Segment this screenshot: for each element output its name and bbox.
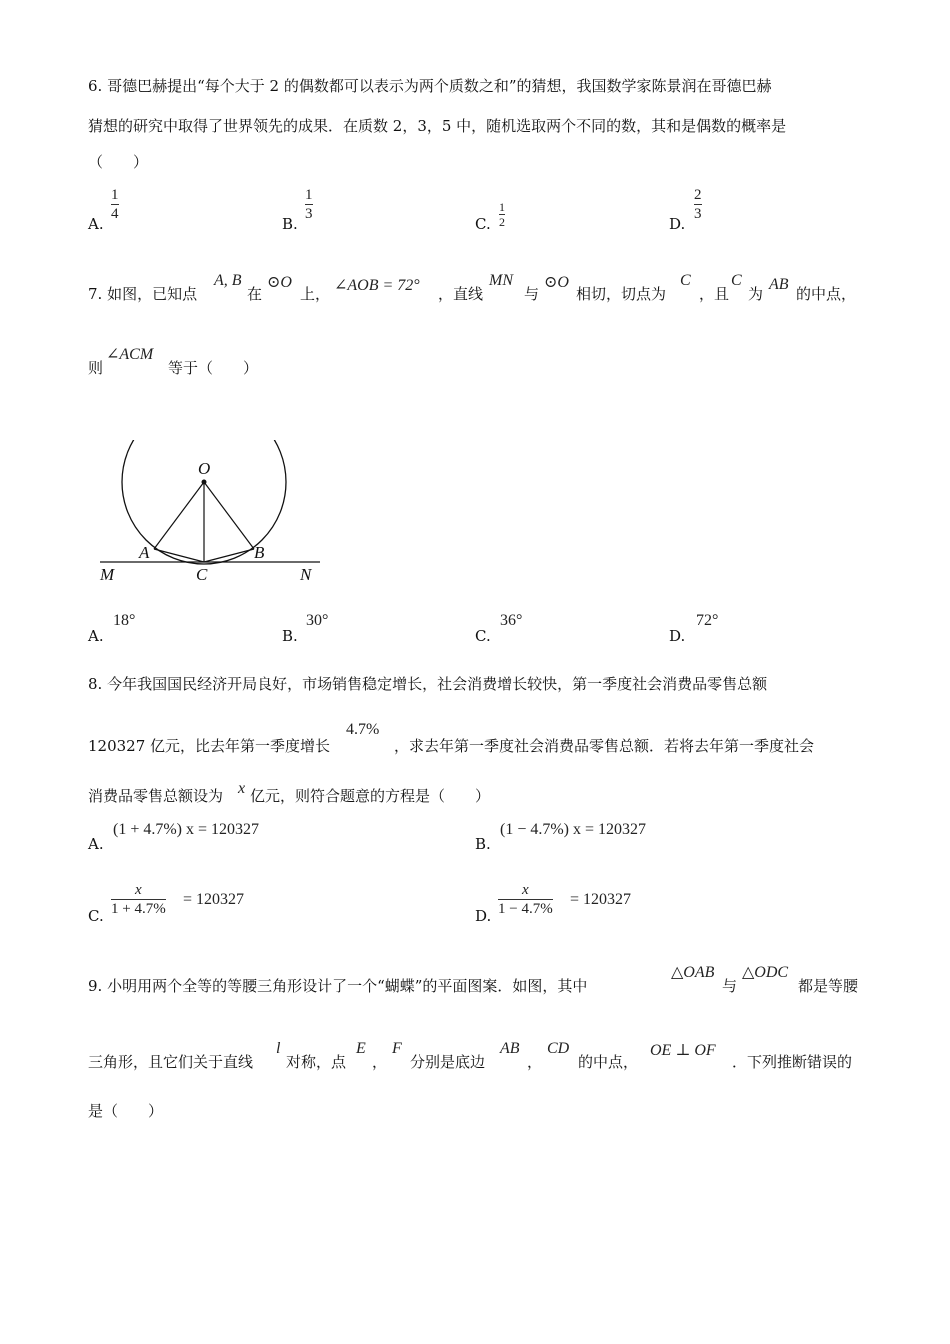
q9-math-triangle-oab: △OAB (671, 964, 715, 981)
q7-text-1: 7. 如图，已知点 (88, 285, 198, 303)
q9-line2e: ， (527, 1053, 543, 1071)
q6-option-d-label: D. (669, 215, 686, 233)
q6-option-a-fraction: 1 4 (111, 187, 119, 222)
q7-figure-label-o: O (198, 459, 211, 478)
q7-math-c: C (680, 272, 691, 289)
q8-line3b: 亿元，则符合题意的方程是（ ） (250, 787, 491, 805)
q7-text-6: 相切，切点为 (576, 285, 667, 303)
q9-line2c: ， (372, 1053, 388, 1071)
q9-line2a: 三角形，且它们关于直线 (88, 1053, 254, 1071)
q6-line1: 6. 哥德巴赫提出“每个大于 2 的偶数都可以表示为两个质数之和”的猜想，我国数学家陈景润在哥德巴赫 (88, 77, 772, 95)
q8-option-b-value: (1 − 4.7%) x = 120327 (500, 821, 647, 838)
q7-math-arc-ab: AB (769, 276, 789, 293)
q8-math-x: x (238, 780, 246, 797)
q8-option-a-value: (1 + 4.7%) x = 120327 (113, 821, 260, 838)
q6-option-d-fraction: 2 3 (694, 187, 702, 222)
q8-option-a-label: A. (88, 835, 104, 853)
q9-math-triangle-odc: △ODC (742, 964, 789, 981)
q7-text-5: 与 (524, 285, 540, 303)
q8-option-c-label: C. (88, 907, 104, 925)
q8-line2b: ，求去年第一季度社会消费品零售总额．若将去年第一季度社会 (394, 737, 815, 755)
q6-option-a-label: A. (88, 215, 104, 233)
q8-line1: 8. 今年我国国民经济开局良好，市场销售稳定增长，社会消费增长较快，第一季度社会消费品零售总额 (88, 675, 768, 693)
q9-line1a: 9. 小明用两个全等的等腰三角形设计了一个“蝴蝶”的平面图案．如图，其中 (88, 977, 588, 995)
q8-line2a: 120327 亿元，比去年第一季度增长 (88, 737, 331, 755)
q9-line2g: ．下列推断错误的 (732, 1053, 853, 1071)
q9-math-e: E (356, 1040, 366, 1057)
q9-line1c: 都是等腰 (798, 977, 859, 995)
q8-option-b-label: B. (475, 835, 491, 853)
q8-option-c-rhs: = 120327 (183, 891, 245, 908)
q7-text-4: ，直线 (438, 285, 484, 303)
q7-option-b-value: 30° (306, 612, 329, 629)
q6-line3: （ ） (88, 153, 149, 171)
q7-option-a-label: A. (88, 627, 104, 645)
q7-text-7: ，且 (699, 285, 730, 303)
q7-text-2: 在 (247, 285, 263, 303)
q7-math-circle-o-2: ⊙O (544, 274, 569, 291)
q7-figure-label-m: M (100, 565, 115, 584)
q6-line2: 猜想的研究中取得了世界领先的成果．在质数 2，3，5 中，随机选取两个不同的数，其和是偶数的概率是 (88, 117, 787, 135)
q7-figure-label-c: C (196, 565, 208, 584)
q7-math-angle-acm: ∠ACM (106, 346, 154, 363)
q7-option-c-value: 36° (500, 612, 523, 629)
q7-math-circle-o: ⊙O (267, 274, 292, 291)
q9-line1b: 与 (722, 977, 738, 995)
q7-option-a-value: 18° (113, 612, 136, 629)
q7-option-c-label: C. (475, 627, 491, 645)
q9-line2b: 对称，点 (286, 1053, 347, 1071)
q7-option-b-label: B. (282, 627, 298, 645)
q9-line3: 是（ ） (88, 1102, 164, 1120)
q8-option-d-label: D. (475, 907, 492, 925)
q7-text-11: 等于（ ） (168, 359, 259, 377)
q6-option-b-label: B. (282, 215, 298, 233)
q7-figure-label-b: B (254, 543, 265, 562)
q7-math-mn: MN (489, 272, 513, 289)
q9-line2f: 的中点， (578, 1053, 639, 1071)
q8-line3a: 消费品零售总额设为 (88, 787, 224, 805)
q6-option-c-label: C. (475, 215, 491, 233)
q7-math-c-2: C (731, 272, 742, 289)
q8-option-c-fraction: x 1 + 4.7% (111, 882, 166, 917)
q8-option-d-fraction: x 1 − 4.7% (498, 882, 553, 917)
q7-math-ab: A, B (214, 272, 242, 289)
q6-option-c-fraction: 1 2 (499, 200, 505, 229)
q7-math-angle-aob: ∠AOB = 72° (334, 277, 420, 294)
q7-text-10: 则 (88, 359, 104, 377)
q9-math-l: l (276, 1040, 281, 1057)
q7-text-9: 的中点， (796, 285, 857, 303)
q7-text-8: 为 (748, 285, 764, 303)
q9-math-cd: CD (547, 1040, 570, 1057)
q7-option-d-value: 72° (696, 612, 719, 629)
q9-math-ab: AB (500, 1040, 520, 1057)
q8-option-d-rhs: = 120327 (570, 891, 632, 908)
q7-figure-label-a: A (139, 543, 150, 562)
q7-option-d-label: D. (669, 627, 686, 645)
q6-option-b-fraction: 1 3 (305, 187, 313, 222)
q8-math-percent: 4.7% (346, 721, 380, 738)
q9-math-f: F (392, 1040, 402, 1057)
q7-text-3: 上， (300, 285, 331, 303)
q9-math-oe-perp-of: OE ⊥ OF (650, 1042, 716, 1059)
q9-line2d: 分别是底边 (410, 1053, 486, 1071)
q7-figure-label-n: N (300, 565, 312, 584)
